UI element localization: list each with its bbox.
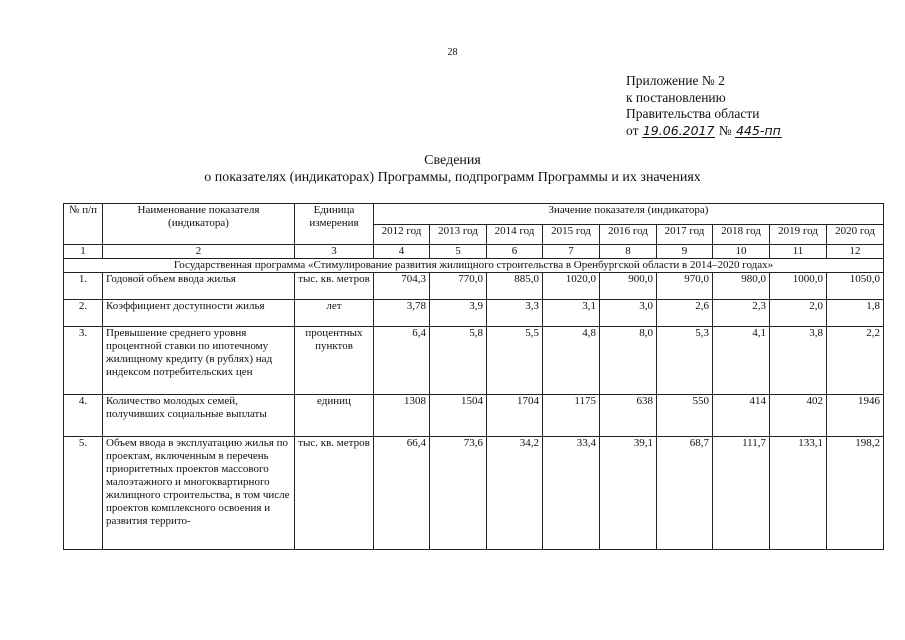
table-row xyxy=(64,395,884,437)
indicator-value: 970,0 xyxy=(657,273,713,300)
column-number: 5 xyxy=(430,245,487,259)
table-row xyxy=(64,273,884,300)
indicator-value: 34,2 xyxy=(487,437,543,550)
indicator-value: 3,1 xyxy=(543,300,600,327)
column-number: 3 xyxy=(295,245,374,259)
row-number: 1. xyxy=(64,273,103,300)
indicator-unit: тыс. кв. метров xyxy=(295,273,374,300)
indicator-value: 2,0 xyxy=(770,300,827,327)
indicator-value: 638 xyxy=(600,395,657,437)
indicator-value: 133,1 xyxy=(770,437,827,550)
header-year: 2014 год xyxy=(487,224,543,245)
indicator-value: 1050,0 xyxy=(827,273,884,300)
indicator-value: 39,1 xyxy=(600,437,657,550)
indicator-value: 5,3 xyxy=(657,327,713,395)
indicator-name: Годовой объем ввода жилья xyxy=(103,273,295,300)
header-unit: Единица измерения xyxy=(295,204,374,245)
indicator-name: Коэффициент доступности жилья xyxy=(103,300,295,327)
column-number: 2 xyxy=(103,245,295,259)
appendix-title: Приложение № 2 xyxy=(626,73,725,88)
program-title: Государственная программа «Стимулирование развития жилищного строительства в Оренбургской области в 2014–2020 годах» xyxy=(64,259,884,273)
indicator-value: 3,8 xyxy=(770,327,827,395)
indicator-value: 111,7 xyxy=(713,437,770,550)
indicator-value: 8,0 xyxy=(600,327,657,395)
appendix-line-3: Правительства области xyxy=(626,106,760,121)
indicator-value: 198,2 xyxy=(827,437,884,550)
header-year: 2013 год xyxy=(430,224,487,245)
handwritten-number: 445-пп xyxy=(736,122,781,138)
column-number: 1 xyxy=(64,245,103,259)
column-number-row xyxy=(64,245,884,259)
title-line-1: Сведения xyxy=(424,153,481,168)
indicator-value: 4,1 xyxy=(713,327,770,395)
header-values-group: Значение показателя (индикатора) xyxy=(374,204,884,225)
indicator-value: 1000,0 xyxy=(770,273,827,300)
indicator-unit: тыс. кв. метров xyxy=(295,437,374,550)
row-number: 4. xyxy=(64,395,103,437)
row-number: 3. xyxy=(64,327,103,395)
indicator-value: 3,0 xyxy=(600,300,657,327)
column-number: 8 xyxy=(600,245,657,259)
indicator-unit: процентных пунктов xyxy=(295,327,374,395)
header-year: 2020 год xyxy=(827,224,884,245)
indicator-value: 1020,0 xyxy=(543,273,600,300)
indicator-value: 402 xyxy=(770,395,827,437)
indicator-unit: единиц xyxy=(295,395,374,437)
column-number: 12 xyxy=(827,245,884,259)
indicator-value: 5,8 xyxy=(430,327,487,395)
indicator-value: 1704 xyxy=(487,395,543,437)
indicator-unit: лет xyxy=(295,300,374,327)
indicator-value: 414 xyxy=(713,395,770,437)
header-num: № п/п xyxy=(64,204,103,245)
appendix-date-line xyxy=(626,123,782,140)
indicator-value: 3,3 xyxy=(487,300,543,327)
column-number: 6 xyxy=(487,245,543,259)
indicator-value: 66,4 xyxy=(374,437,430,550)
column-number: 10 xyxy=(713,245,770,259)
column-number: 11 xyxy=(770,245,827,259)
indicator-value: 1,8 xyxy=(827,300,884,327)
table-row xyxy=(64,327,884,395)
header-year: 2012 год xyxy=(374,224,430,245)
number-prefix: № xyxy=(718,122,732,138)
indicator-name: Количество молодых семей, получивших социальные выплаты xyxy=(103,395,295,437)
indicator-value: 2,2 xyxy=(827,327,884,395)
indicator-value: 5,5 xyxy=(487,327,543,395)
title-line-2: о показателях (индикаторах) Программы, подпрограмм Программы и их значениях xyxy=(204,169,701,185)
indicator-name: Объем ввода в эксплуатацию жилья по проектам, включенным в перечень приоритетных проектов массового малоэтажного и многоквартирного жилищного строительства, в том числе проектов комплексного освоения и развития террито- xyxy=(103,437,295,550)
indicator-value: 68,7 xyxy=(657,437,713,550)
indicator-value: 4,8 xyxy=(543,327,600,395)
row-number: 2. xyxy=(64,300,103,327)
table-row xyxy=(64,437,884,550)
header-name: Наименование показателя (индикатора) xyxy=(103,204,295,245)
row-number: 5. xyxy=(64,437,103,550)
indicator-value: 770,0 xyxy=(430,273,487,300)
indicator-value: 6,4 xyxy=(374,327,430,395)
indicator-value: 33,4 xyxy=(543,437,600,550)
indicator-value: 1308 xyxy=(374,395,430,437)
page-number: 28 xyxy=(447,47,458,58)
indicator-value: 2,3 xyxy=(713,300,770,327)
header-year: 2016 год xyxy=(600,224,657,245)
document-title xyxy=(0,153,905,186)
indicator-value: 2,6 xyxy=(657,300,713,327)
header-year: 2017 год xyxy=(657,224,713,245)
column-number: 4 xyxy=(374,245,430,259)
indicators-table xyxy=(63,203,884,550)
indicator-value: 704,3 xyxy=(374,273,430,300)
indicator-value: 73,6 xyxy=(430,437,487,550)
indicator-value: 3,9 xyxy=(430,300,487,327)
column-number: 9 xyxy=(657,245,713,259)
table-row xyxy=(64,300,884,327)
header-year: 2018 год xyxy=(713,224,770,245)
indicator-value: 980,0 xyxy=(713,273,770,300)
handwritten-date: 19.06.2017 xyxy=(642,122,715,138)
header-year: 2019 год xyxy=(770,224,827,245)
column-number: 7 xyxy=(543,245,600,259)
indicator-name: Превышение среднего уровня процентной ставки по ипотечному жилищному кредиту (в рублях) над индексом потребительских цен xyxy=(103,327,295,395)
date-prefix: от xyxy=(626,122,639,138)
indicator-value: 1175 xyxy=(543,395,600,437)
indicator-value: 1504 xyxy=(430,395,487,437)
indicator-value: 3,78 xyxy=(374,300,430,327)
appendix-line-2: к постановлению xyxy=(626,89,726,105)
header-row-1 xyxy=(64,204,884,225)
indicator-value: 1946 xyxy=(827,395,884,437)
header-year: 2015 год xyxy=(543,224,600,245)
indicator-value: 900,0 xyxy=(600,273,657,300)
appendix-block xyxy=(626,73,782,139)
program-title-row xyxy=(64,259,884,273)
indicator-value: 885,0 xyxy=(487,273,543,300)
indicator-value: 550 xyxy=(657,395,713,437)
